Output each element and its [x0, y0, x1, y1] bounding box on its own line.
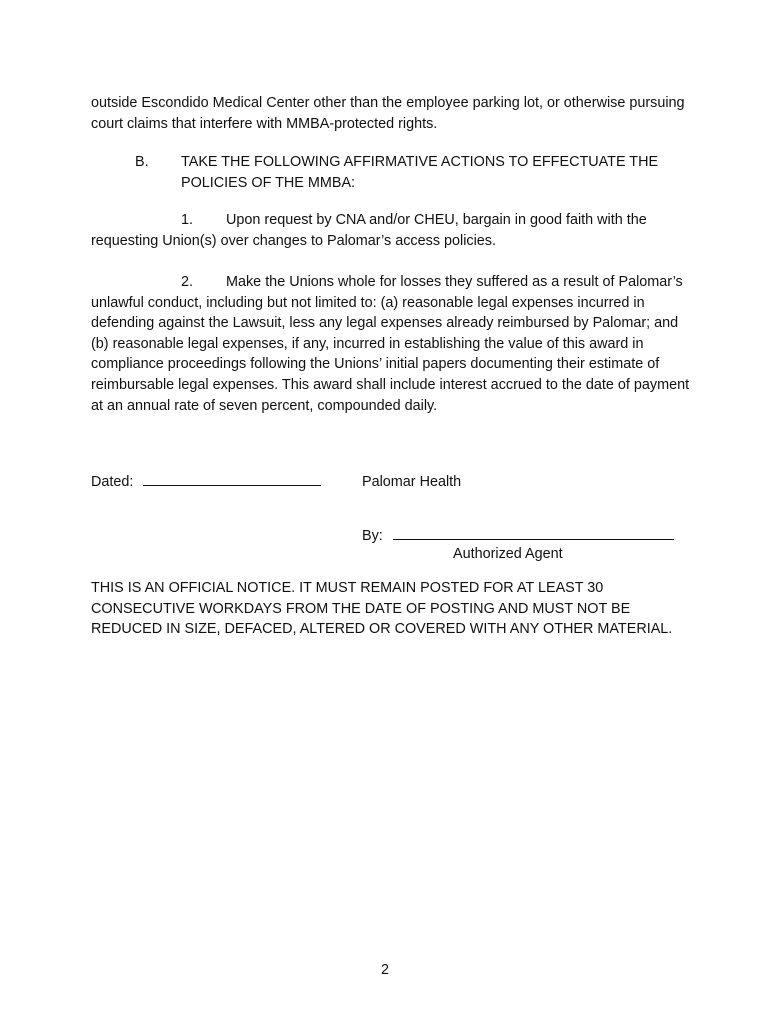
item-2-text: Make the Unions whole for losses they suffered as a result of Palomar’s unlawful conduct, including but not limited to: (a) reasonable legal expenses incurred in defending against the Lawsuit, less any legal expenses already reimbursed by Palomar; and (b) reasonable legal expenses, if any, incurred in establishing the value of this award in compliance proceedings following the Unions’ initial papers documenting their estimate of reimbursable legal expenses. This award shall include interest accrued to the date of payment at an annual rate of seven percent, compounded daily.	[91, 274, 690, 414]
by-label: By:	[362, 528, 383, 544]
item-2-paragraph	[91, 272, 691, 416]
official-notice: THIS IS AN OFFICIAL NOTICE. IT MUST REMAIN POSTED FOR AT LEAST 30 CONSECUTIVE WORKDAYS FROM THE DATE OF POSTING AND MUST NOT BE REDUCED IN SIZE, DEFACED, ALTERED OR COVERED WITH ANY OTHER MATERIAL.	[91, 580, 673, 638]
item-1-text: Upon request by CNA and/or CHEU, bargain in good faith with the requesting Union(s) over changes to Palomar’s access policies.	[91, 212, 647, 249]
dated-line	[91, 472, 321, 492]
dated-blank	[143, 473, 321, 486]
section-b-heading: TAKE THE FOLLOWING AFFIRMATIVE ACTIONS TO EFFECTUATE THE POLICIES OF THE MMBA:	[181, 154, 659, 191]
section-b-letter: B.	[135, 154, 149, 170]
item-1-number: 1.	[181, 212, 194, 228]
item-2-number: 2.	[181, 274, 194, 290]
dated-label: Dated:	[91, 474, 134, 490]
signature-line	[362, 526, 674, 546]
continuation-paragraph: outside Escondido Medical Center other than the employee parking lot, or otherwise pursuing court claims that interfere with MMBA-protected rights.	[91, 95, 685, 132]
authorized-agent-label: Authorized Agent	[453, 546, 563, 562]
page-number: 2	[380, 962, 389, 978]
organization-name: Palomar Health	[362, 474, 462, 490]
signature-blank	[393, 527, 674, 540]
item-1-paragraph	[91, 210, 691, 251]
